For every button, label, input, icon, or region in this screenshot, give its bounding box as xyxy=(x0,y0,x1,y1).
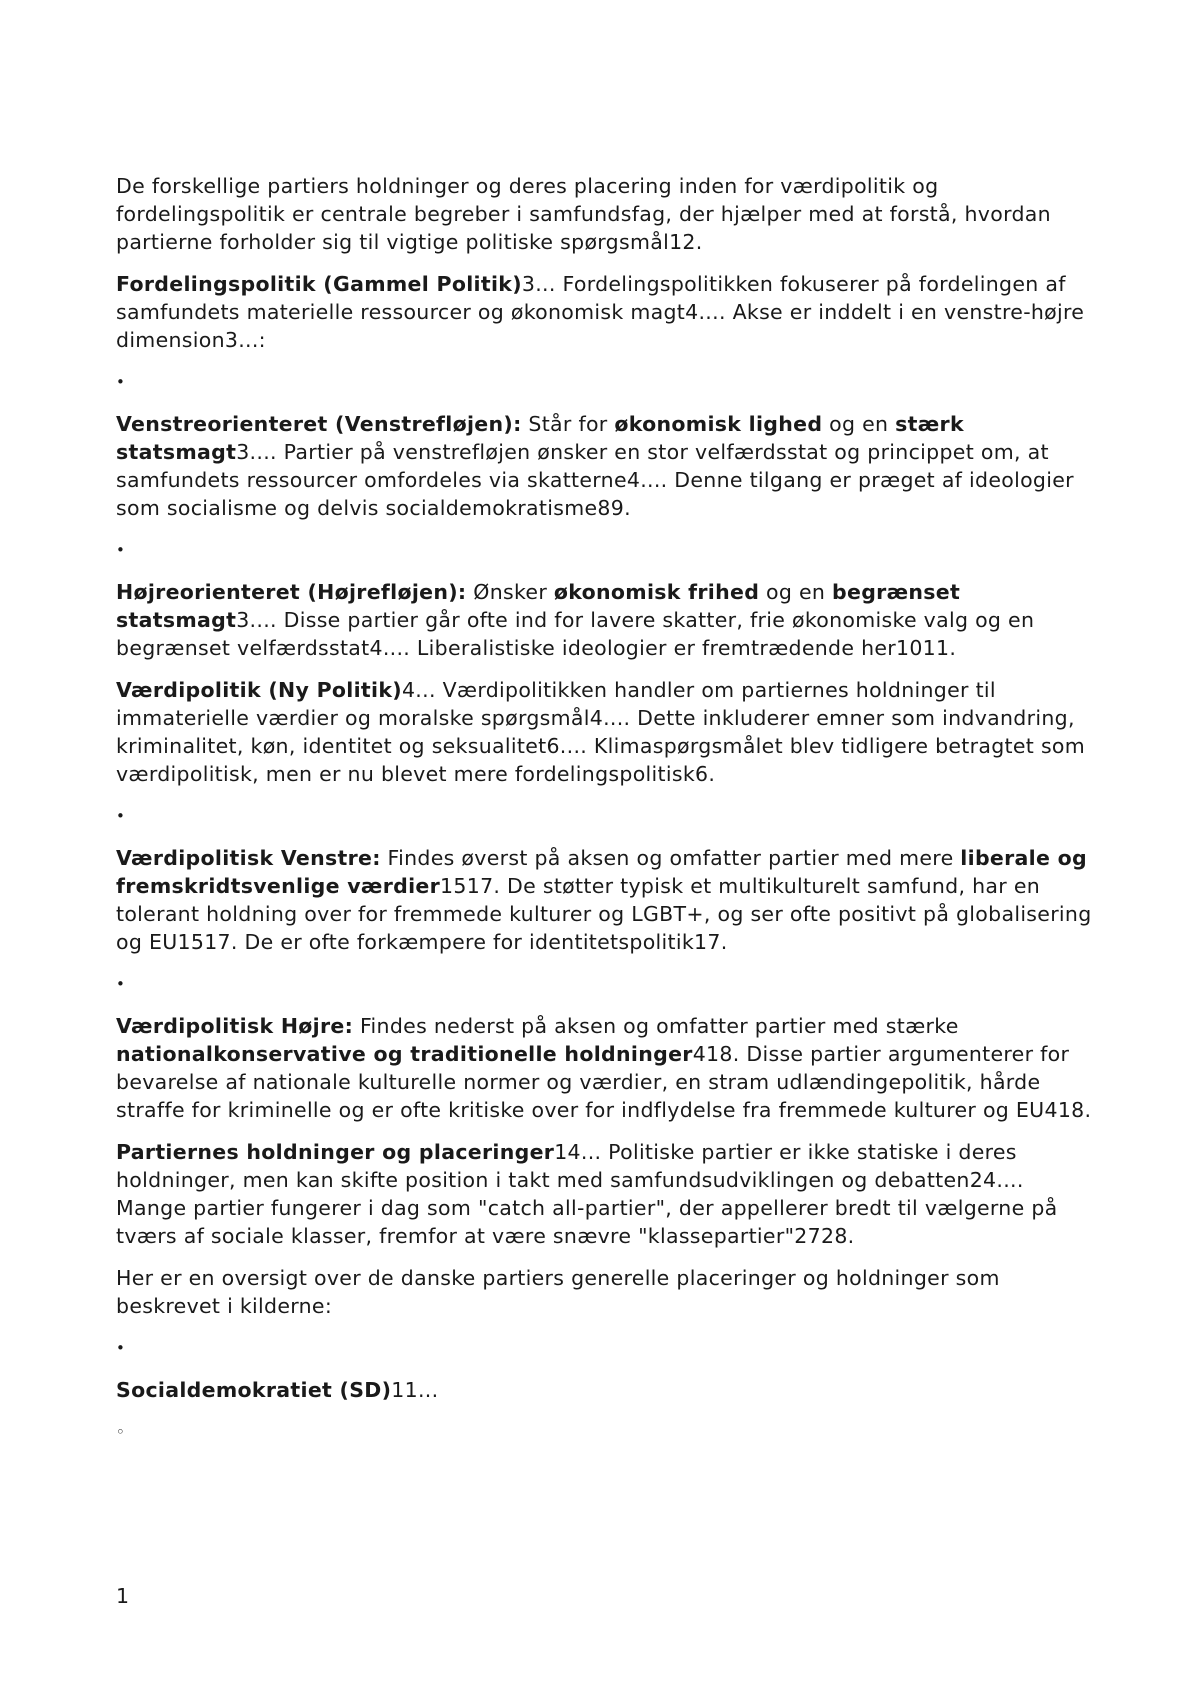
venstreorienteret-heading: Venstreorienteret (Venstrefløjen): xyxy=(116,412,522,436)
vaerdipolitisk-venstre-paragraph: Værdipolitisk Venstre: Findes øverst på aksen og omfatter partier med mere liberale og fremskridtsvenlige værdier1517. De støtter typisk et multikulturelt samfund, har en tolerant holdning over for fremmede kulturer og LGBT+, og ser ofte positivt på globalisering og EU1517. De er ofte forkæmpere for identitetspolitik17. xyxy=(116,846,1092,954)
sub-bullet-marker: ◦ xyxy=(116,1423,126,1441)
hoejreorienteret-heading: Højreorienteret (Højrefløjen): xyxy=(116,580,467,604)
vaerdipolitisk-venstre-heading: Værdipolitisk Venstre: xyxy=(116,846,381,870)
vaerdipolitisk-hoejre-heading: Værdipolitisk Højre: xyxy=(116,1014,354,1038)
socialdemokratiet-paragraph: Socialdemokratiet (SD)11... xyxy=(116,1378,439,1402)
venstreorienteret-paragraph: Venstreorienteret (Venstrefløjen): Står for økonomisk lighed og en stærk statsmagt3.... Partier på venstrefløjen ønsker en stor velfærdsstat og princippet om, at samfundets ressourcer omfordeles via skatterne4.... Denne tilgang er præget af ideologier som socialisme og delvis socialdemokratisme89. xyxy=(116,412,1074,520)
oversigt-paragraph: Her er en oversigt over de danske partiers generelle placeringer og holdninger som beskrevet i kilderne: xyxy=(116,1266,1000,1318)
fordelingspolitik-paragraph xyxy=(116,270,1096,354)
bullet-marker: • xyxy=(116,975,126,993)
socialdemokratiet-heading: Socialdemokratiet (SD) xyxy=(116,1378,392,1402)
bullet-marker: • xyxy=(116,807,126,825)
hoejreorienteret-paragraph: Højreorienteret (Højrefløjen): Ønsker økonomisk frihed og en begrænset statsmagt3.... Disse partier går ofte ind for lavere skatter, frie økonomiske valg og en begrænset velfærdsstat4.... Liberalistiske ideologier er fremtrædende her1011. xyxy=(116,580,1035,660)
bullet-marker: • xyxy=(116,1339,126,1357)
page-number: 1 xyxy=(116,1584,130,1608)
document-body xyxy=(116,172,1096,1460)
bullet-marker: • xyxy=(116,373,126,391)
fordelingspolitik-heading: Fordelingspolitik (Gammel Politik) xyxy=(116,272,522,296)
partiernes-heading: Partiernes holdninger og placeringer xyxy=(116,1140,555,1164)
partiernes-paragraph: Partiernes holdninger og placeringer14... Politiske partier er ikke statiske i deres holdninger, men kan skifte position i takt med samfundsudviklingen og debatten24.... Mange partier fungerer i dag som "catch all-partier", der appellerer bredt til vælgerne på tværs af sociale klasser, fremfor at være snævre "klassepartier"2728. xyxy=(116,1140,1058,1248)
bullet-marker: • xyxy=(116,541,126,559)
vaerdipolitik-heading: Værdipolitik (Ny Politik) xyxy=(116,678,402,702)
vaerdipolitik-paragraph: Værdipolitik (Ny Politik)4... Værdipolitikken handler om partiernes holdninger til immaterielle værdier og moralske spørgsmål4.... Dette inkluderer emner som indvandring, kriminalitet, køn, identitet og seksualitet6.... Klimaspørgsmålet blev tidligere betragtet som værdipolitisk, men er nu blevet mere fordelingspolitisk6. xyxy=(116,678,1086,786)
vaerdipolitisk-hoejre-paragraph: Værdipolitisk Højre: Findes nederst på aksen og omfatter partier med stærke nationalkonservative og traditionelle holdninger418. Disse partier argumenterer for bevarelse af nationale kulturelle normer og værdier, en stram udlændingepolitik, hårde straffe for kriminelle og er ofte kritiske over for indflydelse fra fremmede kulturer og EU418. xyxy=(116,1014,1092,1122)
intro-paragraph: De forskellige partiers holdninger og deres placering inden for værdipolitik og fordelingspolitik er centrale begreber i samfundsfag, der hjælper med at forstå, hvordan partierne forholder sig til vigtige politiske spørgsmål12. xyxy=(116,174,1051,254)
fordelingspolitik-text: 3... Fordelingspolitikken fokuserer på fordelingen af samfundets materielle ressourcer og økonomisk magt4.... Akse er inddelt i en venstre-højre dimension3...: xyxy=(116,272,1085,352)
